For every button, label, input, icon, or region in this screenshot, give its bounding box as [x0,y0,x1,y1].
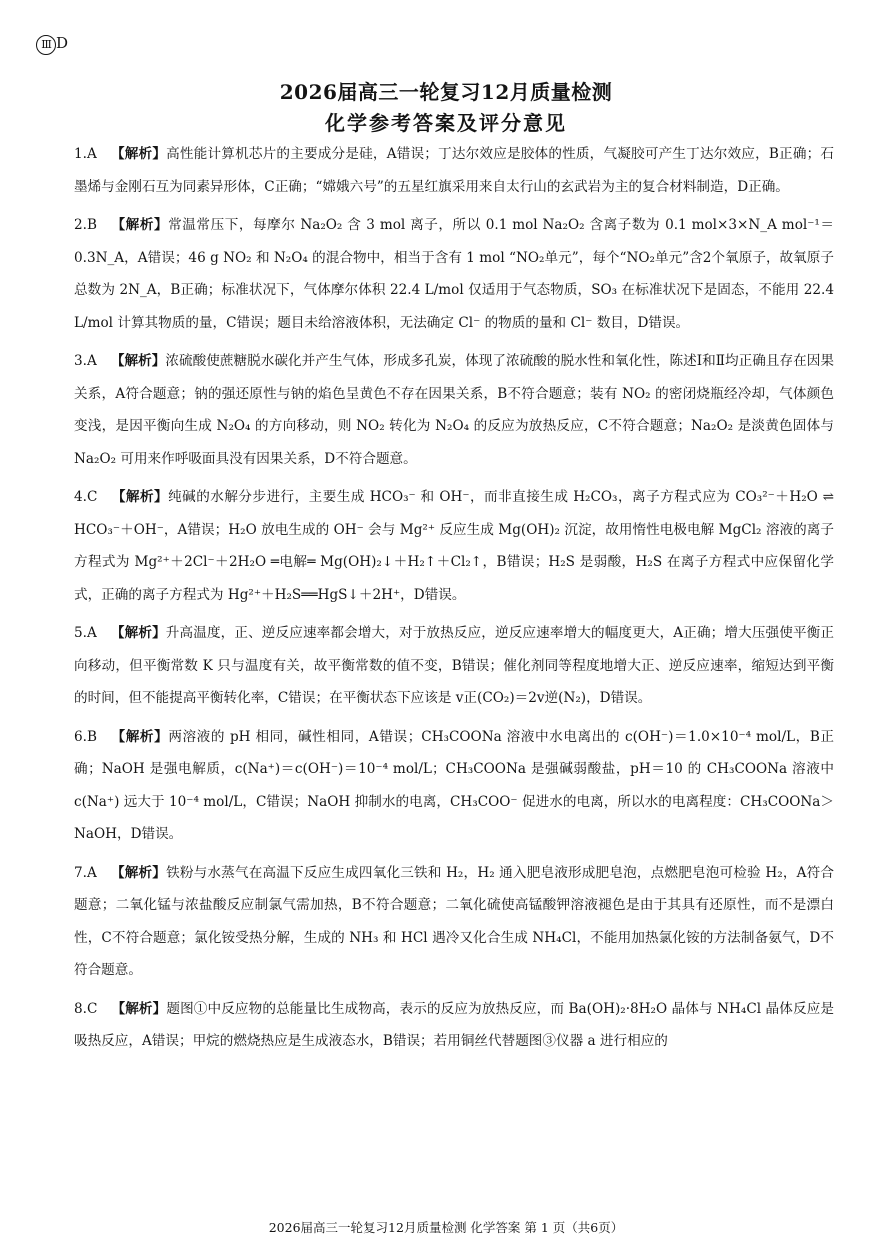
answer-number: 3.A [74,353,97,369]
answer-text: 纯碱的水解分步进行，主要生成 HCO₃⁻ 和 OH⁻，而非直接生成 H₂CO₃，离子方程式应为 CO₃²⁻＋H₂O ⇌ HCO₃⁻＋OH⁻，A错误；H₂O 放电生成的 OH⁻ 会与 Mg²⁺ 反应生成 Mg(OH)₂ 沉淀，故用惰性电极电解 MgCl₂ 溶液的离子方程式为 Mg²⁺＋2Cl⁻＋2H₂O ═电解═ Mg(OH)₂↓＋H₂↑＋Cl₂↑，B错误；H₂S 是弱酸，H₂S 在离子方程式中应保留化学式，正确的离子方程式为 Hg²⁺＋H₂S══HgS↓＋2H⁺，D错误。 [74,489,834,603]
answer-number: 2.B [74,217,97,233]
answer-number: 7.A [74,864,97,881]
analysis-tag: 【解析】 [110,625,166,641]
answer-number: 4.C [74,489,98,505]
answer-number: 6.B [74,728,97,745]
answer-text: 题图①中反应物的总能量比生成物高，表示的反应为放热反应，而 Ba(OH)₂·8H₂O 晶体与 NH₄Cl 晶体反应是吸热反应，A错误；甲烷的燃烧热应是生成液态水，B错误；若用铜丝代替题图③仪器 a 进行相应的 [74,1000,834,1049]
answer-text: 升高温度，正、逆反应速率都会增大，对于放热反应，逆反应速率增大的幅度更大，A正确；增大压强使平衡正向移动，但平衡常数 K 只与温度有关，故平衡常数的值不变，B错误；催化剂同等程度地增大正、逆反应速率，缩短达到平衡的时间，但不能提高平衡转化率，C错误；在平衡状态下应该是 v正(CO₂)＝2v逆(N₂)，D错误。 [74,625,834,706]
answer-number: 8.C [74,1000,98,1017]
analysis-tag: 【解析】 [111,489,169,505]
analysis-tag: 【解析】 [110,864,167,881]
analysis-tag: 【解析】 [110,146,167,162]
answer-text: 高性能计算机芯片的主要成分是硅，A错误；丁达尔效应是胶体的性质，气凝胶可产生丁达尔效应，B正确；石墨烯与金刚石互为同素异形体，C正确；“嫦娥六号”的五星红旗采用来自太行山的玄武岩为主的复合材料制造，D正确。 [74,146,835,195]
corner-mark-suffix: D [56,34,68,52]
answer-text: 铁粉与水蒸气在高温下反应生成四氧化三铁和 H₂，H₂ 通入肥皂液形成肥皂泡，点燃肥皂泡可检验 H₂，A符合题意；二氧化锰与浓盐酸反应制氯气需加热，B不符合题意；二氧化硫使高锰酸钾溶液褪色是由于其具有还原性，而不是漂白性，C不符合题意；氯化铵受热分解，生成的 NH₃ 和 HCl 遇冷又化合生成 NH₄Cl，不能用加热氯化铵的方法制备氨气，D不符合题意。 [74,864,834,978]
answer-item-7 [74,857,834,987]
page-footer: 2026届高三一轮复习12月质量检测 化学答案 第 1 页（共6页） [268,1220,624,1235]
answer-item-6 [74,721,834,851]
analysis-tag: 【解析】 [110,353,166,369]
corner-mark [36,34,67,55]
answer-item-5 [74,617,834,715]
answer-item-3 [74,345,834,475]
page-subtitle: 化学参考答案及评分意见 [325,111,567,135]
corner-circled-mark: Ⅲ [36,35,56,55]
answer-text: 常温常压下，每摩尔 Na₂O₂ 含 3 mol 离子，所以 0.1 mol Na₂O₂ 含离子数为 0.1 mol×3×N_A mol⁻¹＝0.3N_A，A错误；46 g NO₂ 和 N₂O₄ 的混合物中，相当于含有 1 mol “NO₂单元”，每个“NO₂单元”含2个氧原子，故氧原子总数为 2N_A，B正确；标准状况下，气体摩尔体积 22.4 L/mol 仅适用于气态物质，SO₃ 在标准状况下是固态，不能用 22.4 L/mol 计算其物质的量，C错误；题目未给溶液体积，无法确定 Cl⁻ 的物质的量和 Cl⁻ 数目，D错误。 [74,217,834,331]
analysis-tag: 【解析】 [110,217,169,233]
answer-item-4 [74,481,834,611]
answer-item-8 [74,993,834,1058]
analysis-tag: 【解析】 [110,728,169,745]
answer-list [74,138,834,1058]
answer-number: 5.A [74,625,97,641]
answer-number: 1.A [74,146,97,162]
analysis-tag: 【解析】 [111,1000,167,1017]
answer-item-1 [74,138,834,203]
answer-item-2 [74,209,834,339]
answer-text: 浓硫酸使蔗糖脱水碳化并产生气体，形成多孔炭，体现了浓硫酸的脱水性和氧化性，陈述Ⅰ和Ⅱ均正确且存在因果关系，A符合题意；钠的强还原性与钠的焰色呈黄色不存在因果关系，B不符合题意；装有 NO₂ 的密闭烧瓶经冷却，气体颜色变浅，是因平衡向生成 N₂O₄ 的方向移动，则 NO₂ 转化为 N₂O₄ 的反应为放热反应，C不符合题意；Na₂O₂ 是淡黄色固体与 Na₂O₂ 可用来作呼吸面具没有因果关系，D不符合题意。 [74,353,835,467]
page-title: 2026届高三一轮复习12月质量检测 [279,80,613,104]
answer-text: 两溶液的 pH 相同，碱性相同，A错误；CH₃COONa 溶液中水电离出的 c(OH⁻)＝1.0×10⁻⁴ mol/L，B正确；NaOH 是强电解质，c(Na⁺)＝c(OH⁻)＝10⁻⁴ mol/L；CH₃COONa 是强碱弱酸盐，pH＝10 的 CH₃COONa 溶液中 c(Na⁺) 远大于 10⁻⁴ mol/L，C错误；NaOH 抑制水的电离，CH₃COO⁻ 促进水的电离，所以水的电离程度：CH₃COONa＞NaOH，D错误。 [74,728,835,842]
